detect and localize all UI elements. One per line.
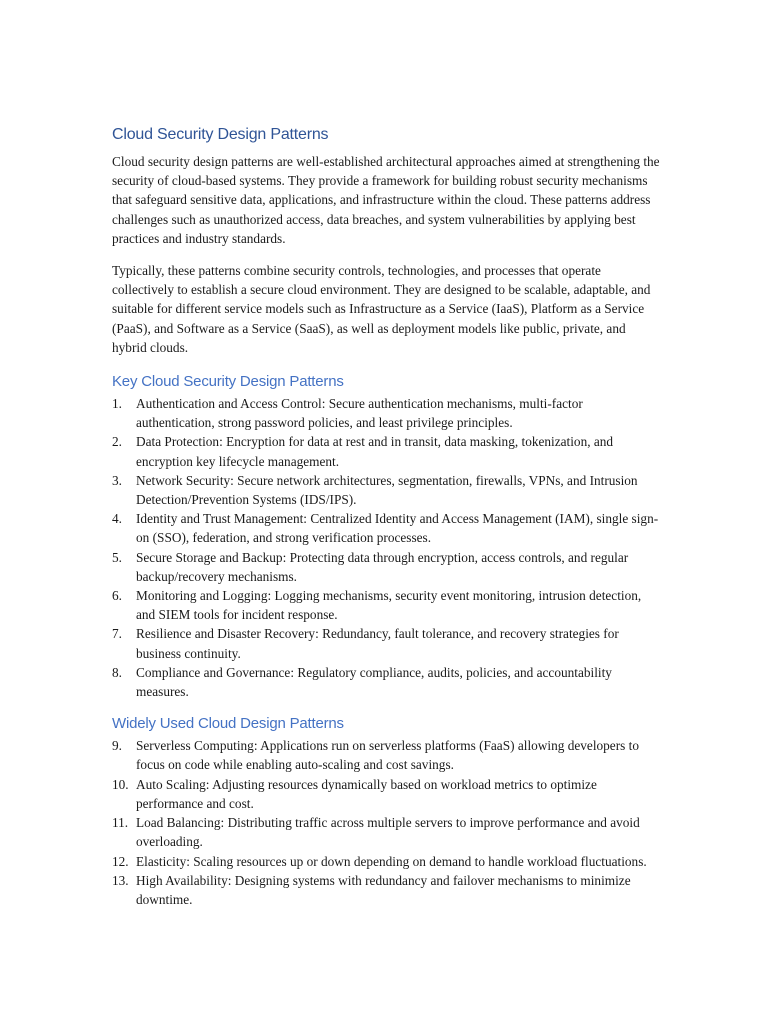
widely-used-patterns-list	[112, 736, 660, 909]
list-item	[112, 813, 660, 851]
list-item	[112, 624, 660, 662]
list-item	[112, 663, 660, 701]
list-item	[112, 586, 660, 624]
list-item-text: Serverless Computing: Applications run on serverless platforms (FaaS) allowing developers to focus on code while enabling auto-scaling and cost savings.	[136, 738, 639, 773]
list-item-text: Resilience and Disaster Recovery: Redundancy, fault tolerance, and recovery strategies for business continuity.	[136, 626, 619, 661]
list-item	[112, 775, 660, 813]
list-item-text: Elasticity: Scaling resources up or down depending on demand to handle workload fluctuations.	[136, 853, 647, 869]
list-number: 11.	[112, 815, 129, 831]
list-number: 3.	[112, 472, 122, 488]
list-number: 12.	[112, 853, 129, 869]
list-item-text: Load Balancing: Distributing traffic across multiple servers to improve performance and avoid overloading.	[136, 815, 640, 850]
list-item-text: Data Protection: Encryption for data at rest and in transit, data masking, tokenization, and encryption key lifecycle management.	[136, 434, 614, 469]
list-item	[112, 852, 660, 871]
second-paragraph: Typically, these patterns combine security controls, technologies, and processes that operate collectively to establish a secure cloud environment. They are designed to be scalable, adaptable, and suitable for different service models such as Infrastructure as a Service (IaaS), Platform as a Service (PaaS), and Software as a Service (SaaS), as well as deployment models like public, private, and hybrid clouds.	[112, 263, 651, 355]
list-item-text: Identity and Trust Management: Centralized Identity and Access Management (IAM), single sign-on (SSO), federation, and strong verification processes.	[136, 511, 659, 546]
list-item	[112, 471, 660, 509]
list-number: 7.	[112, 626, 122, 642]
section-heading-key-patterns: Key Cloud Security Design Patterns	[112, 373, 344, 391]
list-number: 13.	[112, 872, 129, 888]
list-item-text: Authentication and Access Control: Secure authentication mechanisms, multi-factor authentication, strong password policies, and least privilege principles.	[136, 396, 583, 431]
list-item-text: Network Security: Secure network architectures, segmentation, firewalls, VPNs, and Intrusion Detection/Prevention Systems (IDS/IPS).	[136, 472, 638, 508]
list-number: 9.	[112, 738, 122, 754]
list-item-text: Auto Scaling: Adjusting resources dynamically based on workload metrics to optimize performance and cost.	[136, 776, 597, 811]
list-number: 8.	[112, 664, 122, 680]
list-item	[112, 548, 660, 586]
list-item-text: Monitoring and Logging: Logging mechanisms, security event monitoring, intrusion detection, and SIEM tools for incident response.	[136, 588, 642, 623]
list-number: 2.	[112, 434, 122, 450]
list-number: 1.	[112, 396, 122, 412]
list-number: 4.	[112, 511, 122, 527]
list-item	[112, 394, 660, 432]
list-item	[112, 871, 660, 909]
list-number: 6.	[112, 588, 122, 604]
key-patterns-list	[112, 394, 660, 701]
list-item-text: Compliance and Governance: Regulatory compliance, audits, policies, and accountability measures.	[136, 664, 612, 700]
list-item-text: Secure Storage and Backup: Protecting data through encryption, access controls, and regular backup/recovery mechanisms.	[136, 549, 629, 584]
document-page	[112, 124, 660, 909]
list-number: 5.	[112, 549, 122, 565]
list-item	[112, 509, 660, 547]
page-title: Cloud Security Design Patterns	[112, 126, 329, 143]
section-heading-widely-used: Widely Used Cloud Design Patterns	[112, 715, 344, 733]
list-number: 10.	[112, 776, 129, 792]
list-item	[112, 432, 660, 470]
list-item	[112, 736, 660, 774]
intro-paragraph: Cloud security design patterns are well-established architectural approaches aimed at strengthening the security of cloud-based systems. They provide a framework for building robust security mechanisms that safeguard sensitive data, applications, and infrastructure within the cloud. These patterns address challenges such as unauthorized access, data breaches, and system vulnerabilities by applying best practices and industry standards.	[112, 154, 660, 246]
list-item-text: High Availability: Designing systems with redundancy and failover mechanisms to minimize downtime.	[136, 872, 631, 907]
